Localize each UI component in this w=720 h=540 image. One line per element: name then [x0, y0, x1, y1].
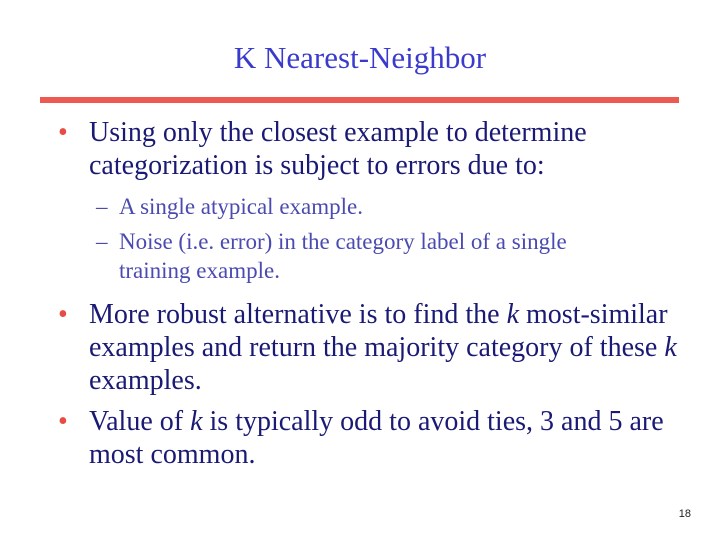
- variable-k: k: [664, 332, 677, 363]
- bullet-text: Value of k is typically odd to avoid ties, 3 and 5 are most common.: [89, 406, 664, 470]
- bullet-marker: •: [58, 406, 68, 437]
- variable-k: k: [506, 299, 520, 330]
- title-divider: [40, 97, 679, 103]
- bullet-item-1: [58, 116, 678, 186]
- sub-bullet-item-2: [96, 227, 656, 287]
- bullet-text: Using only the closest example to determine categorization is subject to errors due to:: [89, 117, 587, 181]
- bullet-item-3: [58, 405, 678, 475]
- page-number: 18: [678, 508, 691, 520]
- sub-bullet-item-1: [96, 192, 656, 222]
- variable-k: k: [190, 406, 203, 437]
- bullet-marker: •: [58, 299, 68, 330]
- sub-bullet-text: A single atypical example.: [119, 194, 363, 219]
- slide-title: K Nearest-Neighbor: [233, 40, 487, 75]
- bullet-text: More robust alternative is to find the k most-similar examples and return the majority category of these k examples.: [89, 299, 677, 396]
- bullet-item-2: [58, 298, 678, 398]
- sub-bullet-text: Noise (i.e. error) in the category label of a single training example.: [119, 229, 567, 283]
- sub-bullet-marker: –: [96, 194, 108, 219]
- bullet-marker: •: [58, 117, 68, 148]
- sub-bullet-marker: –: [96, 229, 108, 254]
